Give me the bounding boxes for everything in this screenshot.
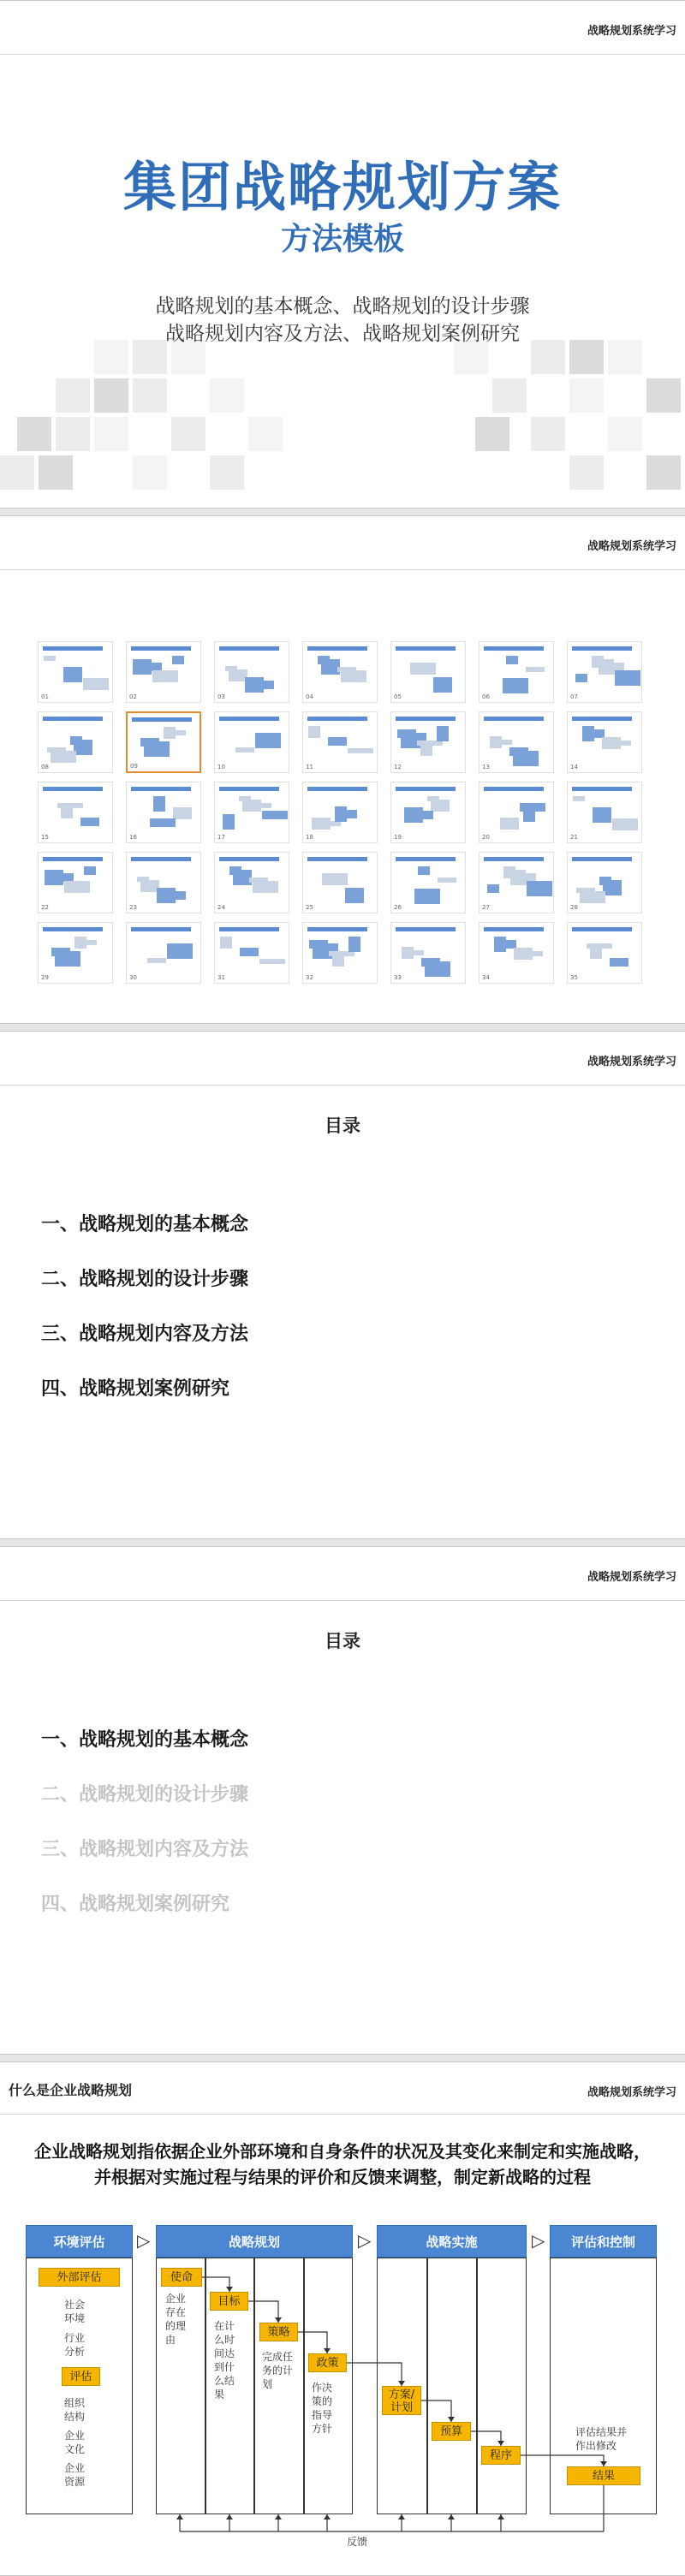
toc-heading: 目录 bbox=[325, 1115, 360, 1136]
thumb-block bbox=[410, 663, 436, 675]
toc-item[interactable]: 一、战略规划的基本概念 bbox=[41, 1214, 249, 1235]
thumb-title-bar bbox=[131, 646, 191, 651]
thumb-block bbox=[83, 678, 109, 690]
slide-thumbnail[interactable] bbox=[126, 922, 201, 984]
thumb-title-bar bbox=[484, 787, 544, 791]
deco-square bbox=[133, 455, 167, 490]
intro-line1: 企业战略规划指依据企业外部环境和自身条件的状况及其变化来制定和实施战略， bbox=[34, 2141, 651, 2162]
slide-header bbox=[0, 516, 685, 570]
slide-thumbnail[interactable] bbox=[126, 641, 201, 703]
thumb-title-bar bbox=[131, 787, 191, 791]
slide-thumbnail[interactable] bbox=[390, 641, 466, 703]
slide-thumbnail[interactable] bbox=[214, 852, 289, 913]
env-item: 社会 环境 bbox=[64, 2299, 86, 2324]
slide-thumbnail[interactable] bbox=[302, 852, 378, 913]
slide-thumbnail[interactable] bbox=[38, 852, 113, 913]
flow-connectors bbox=[0, 2062, 685, 2576]
budget-box: 预算 bbox=[432, 2422, 471, 2441]
thumb-number: 20 bbox=[482, 834, 490, 841]
thumb-block bbox=[490, 736, 502, 748]
thumb-number: 21 bbox=[570, 834, 578, 841]
thumb-title-bar bbox=[43, 717, 103, 721]
thumb-block bbox=[152, 670, 178, 682]
thumb-number: 14 bbox=[570, 764, 578, 770]
thumb-block bbox=[259, 959, 285, 964]
deco-square bbox=[94, 417, 128, 451]
deco-square bbox=[646, 455, 681, 490]
thumb-block bbox=[61, 806, 73, 818]
slide-thumbnail[interactable] bbox=[567, 922, 642, 984]
thumb-block bbox=[164, 727, 176, 739]
deco-square bbox=[39, 455, 73, 490]
thumb-number: 24 bbox=[217, 904, 225, 911]
goal-box: 目标 bbox=[210, 2292, 248, 2311]
thumb-title-bar bbox=[484, 927, 544, 931]
deco-square bbox=[475, 417, 509, 451]
thumb-number: 18 bbox=[306, 834, 313, 841]
feedback-label: 反馈 bbox=[347, 2536, 368, 2548]
thumb-number: 30 bbox=[129, 974, 137, 981]
cover-subtitle: 方法模板 bbox=[280, 222, 404, 257]
thumb-number: 02 bbox=[129, 693, 137, 700]
thumb-block bbox=[404, 807, 423, 823]
thumb-title-bar bbox=[219, 787, 279, 791]
thumb-block bbox=[150, 818, 176, 827]
thumb-title-bar bbox=[43, 787, 103, 791]
thumb-block bbox=[84, 866, 96, 875]
slide-thumbnail[interactable] bbox=[567, 852, 642, 913]
deco-square bbox=[492, 378, 527, 413]
thumb-title-bar bbox=[219, 646, 279, 651]
thumb-block bbox=[51, 948, 70, 956]
brand-label: 战略规划系统学习 bbox=[587, 1056, 676, 1068]
thumb-block bbox=[402, 947, 414, 959]
slide-thumbnail[interactable] bbox=[390, 922, 466, 984]
eval-box: 评估 bbox=[62, 2367, 100, 2386]
thumb-title-bar bbox=[396, 787, 456, 791]
thumb-block bbox=[44, 656, 56, 661]
thumb-title-bar bbox=[43, 646, 103, 651]
slide-thumbnail[interactable] bbox=[479, 922, 554, 984]
thumb-title-bar bbox=[307, 927, 367, 931]
thumb-block bbox=[245, 677, 264, 693]
thumb-block bbox=[45, 870, 63, 885]
thumb-title-bar bbox=[396, 857, 456, 861]
thumb-block bbox=[575, 674, 587, 682]
thumb-title-bar bbox=[307, 717, 367, 721]
goal-desc: 在计 么时 间达 到什 么结 果 bbox=[214, 2320, 235, 2400]
deco-square bbox=[646, 378, 681, 413]
deco-square bbox=[171, 417, 206, 451]
thumb-block bbox=[70, 736, 82, 745]
thumb-number: 23 bbox=[129, 904, 137, 911]
slide-thumbnail[interactable] bbox=[479, 641, 554, 703]
thumb-block bbox=[157, 888, 176, 903]
toc-item-dim[interactable]: 四、战略规划案例研究 bbox=[41, 1894, 230, 1915]
deco-square bbox=[531, 417, 565, 451]
column-header-control: 评估和控制 bbox=[550, 2225, 657, 2258]
column-header-env: 环境评估 bbox=[26, 2225, 133, 2258]
thumb-block bbox=[509, 747, 528, 756]
thumb-title-bar bbox=[307, 646, 367, 651]
slide-thumbnail[interactable] bbox=[567, 641, 642, 703]
arrow-right-icon: ▷ bbox=[532, 2230, 545, 2251]
arrow-right-icon: ▷ bbox=[137, 2230, 151, 2251]
thumb-title-bar bbox=[43, 857, 103, 861]
thumb-block bbox=[337, 667, 356, 672]
thumb-block bbox=[51, 751, 76, 763]
thumb-number: 17 bbox=[217, 834, 225, 841]
thumb-number: 10 bbox=[217, 764, 225, 770]
toc-item-active[interactable]: 一、战略规划的基本概念 bbox=[41, 1729, 249, 1751]
thumb-title-bar bbox=[132, 717, 192, 722]
strategy-box: 策略 bbox=[259, 2323, 298, 2341]
thumb-block bbox=[576, 888, 595, 893]
toc-item[interactable]: 二、战略规划的设计步骤 bbox=[41, 1269, 249, 1290]
slide-thumbnail[interactable] bbox=[479, 782, 554, 843]
thumb-title-bar bbox=[484, 646, 544, 651]
thumb-block bbox=[133, 659, 152, 675]
slide-header bbox=[0, 1032, 685, 1086]
thumb-block bbox=[438, 878, 456, 883]
thumb-number: 33 bbox=[394, 974, 402, 981]
cover-desc-line1: 战略规划的基本概念、战略规划的设计步骤 bbox=[155, 295, 530, 318]
thumb-block bbox=[220, 937, 232, 949]
thumb-title-bar bbox=[572, 787, 632, 791]
thumb-block bbox=[414, 889, 440, 904]
toc-heading: 目录 bbox=[325, 1631, 360, 1651]
thumb-block bbox=[420, 744, 432, 756]
slide-thumbnail[interactable] bbox=[126, 782, 201, 843]
thumb-number: 07 bbox=[570, 693, 578, 700]
env-item: 企业 文化 bbox=[64, 2430, 86, 2455]
control-desc: 评估结果并 作出修改 bbox=[575, 2426, 628, 2452]
mission-box: 使命 bbox=[161, 2268, 202, 2287]
thumb-block bbox=[427, 796, 439, 801]
thumb-number: 04 bbox=[306, 693, 313, 700]
thumb-number: 13 bbox=[482, 764, 490, 770]
thumb-title-bar bbox=[219, 927, 279, 931]
deco-square bbox=[56, 417, 90, 451]
slide-thumbnail[interactable] bbox=[214, 922, 289, 984]
thumb-title-bar bbox=[572, 717, 632, 721]
thumb-block bbox=[431, 800, 450, 812]
brand-label: 战略规划系统学习 bbox=[587, 25, 676, 38]
env-item: 行业 分析 bbox=[64, 2332, 86, 2358]
thumb-block bbox=[235, 747, 254, 753]
deco-square bbox=[210, 378, 244, 413]
thumb-block bbox=[433, 677, 452, 693]
thumb-block bbox=[173, 807, 192, 819]
thumb-block bbox=[418, 866, 430, 875]
thumb-block bbox=[580, 891, 605, 903]
slide-thumbnail[interactable] bbox=[214, 641, 289, 703]
thumb-block bbox=[526, 667, 545, 672]
thumb-block bbox=[332, 955, 344, 967]
intro-line2: 并根据对实施过程与结果的评价和反馈来调整，制定新战略的过程 bbox=[94, 2167, 591, 2187]
slide-title: 什么是企业战略规划 bbox=[9, 2082, 133, 2098]
thumb-title-bar bbox=[572, 857, 632, 861]
slide-thumbnail[interactable] bbox=[302, 711, 378, 773]
slide-header bbox=[0, 1, 685, 55]
thumb-block bbox=[503, 866, 515, 878]
thumbnail-slide bbox=[0, 515, 685, 1024]
result-box: 结果 bbox=[567, 2466, 640, 2485]
thumb-block bbox=[253, 881, 278, 893]
thumb-block bbox=[308, 726, 320, 738]
thumb-title-bar bbox=[219, 717, 279, 721]
thumb-block bbox=[223, 814, 235, 830]
thumb-number: 34 bbox=[482, 974, 490, 981]
brand-label: 战略规划系统学习 bbox=[587, 2086, 676, 2099]
brand-label: 战略规划系统学习 bbox=[587, 1571, 676, 1584]
external-eval-box: 外部评估 bbox=[39, 2268, 120, 2287]
slide-thumbnail[interactable] bbox=[302, 641, 378, 703]
toc-item-dim[interactable]: 二、战略规划的设计步骤 bbox=[41, 1784, 249, 1806]
slide-thumbnail[interactable] bbox=[214, 782, 289, 843]
deco-square bbox=[0, 455, 34, 490]
thumb-block bbox=[341, 670, 366, 682]
env-item: 组织 结构 bbox=[64, 2397, 86, 2423]
thumb-number: 29 bbox=[41, 974, 49, 981]
thumb-block bbox=[153, 796, 165, 812]
thumb-block bbox=[527, 881, 552, 896]
thumb-block bbox=[172, 656, 184, 664]
thumb-block bbox=[322, 873, 348, 885]
thumb-block bbox=[494, 937, 506, 952]
deco-square bbox=[210, 455, 244, 490]
slide-thumbnail[interactable] bbox=[390, 782, 466, 843]
thumb-number: 12 bbox=[394, 764, 402, 770]
thumb-block bbox=[500, 818, 519, 830]
thumb-number: 01 bbox=[41, 693, 49, 700]
thumb-block bbox=[312, 818, 331, 830]
thumb-block bbox=[318, 656, 330, 664]
thumb-block bbox=[137, 877, 149, 882]
thumb-number: 09 bbox=[130, 763, 138, 770]
thumb-block bbox=[612, 818, 638, 830]
toc-slide-highlight bbox=[0, 1546, 685, 2055]
thumb-title-bar bbox=[484, 717, 544, 721]
thumb-title-bar bbox=[43, 927, 103, 931]
slide-thumbnail[interactable] bbox=[390, 711, 466, 773]
thumb-block bbox=[602, 737, 621, 749]
slide-thumbnail[interactable] bbox=[214, 711, 289, 773]
toc-item[interactable]: 四、战略规划案例研究 bbox=[41, 1378, 230, 1400]
thumb-title-bar bbox=[131, 857, 191, 861]
brand-label: 战略规划系统学习 bbox=[587, 540, 676, 553]
slide-thumbnail[interactable] bbox=[38, 782, 113, 843]
slide-thumbnail[interactable] bbox=[567, 711, 642, 773]
thumb-block bbox=[64, 881, 90, 893]
thumb-title-bar bbox=[572, 927, 632, 931]
thumb-block bbox=[506, 656, 518, 664]
thumb-block bbox=[593, 807, 611, 823]
deco-square bbox=[608, 417, 642, 451]
thumb-number: 06 bbox=[482, 693, 490, 700]
slide-thumbnail[interactable] bbox=[567, 782, 642, 843]
slide-thumbnail[interactable] bbox=[302, 782, 378, 843]
thumb-block bbox=[262, 811, 288, 819]
deco-square bbox=[17, 417, 51, 451]
policy-desc: 作决 策的 指导 方针 bbox=[312, 2382, 333, 2435]
slide-thumbnail[interactable] bbox=[38, 922, 113, 984]
arrow-right-icon: ▷ bbox=[358, 2230, 372, 2251]
thumb-block bbox=[348, 748, 373, 753]
thumb-block bbox=[587, 943, 612, 949]
thumb-number: 22 bbox=[41, 904, 49, 911]
thumb-number: 11 bbox=[306, 764, 313, 770]
thumb-number: 16 bbox=[129, 834, 137, 841]
thumb-title-bar bbox=[131, 927, 191, 931]
thumb-title-bar bbox=[572, 646, 632, 651]
thumb-block bbox=[328, 737, 347, 746]
thumb-number: 08 bbox=[41, 764, 49, 770]
slide-thumbnail[interactable] bbox=[390, 852, 466, 913]
slide-header bbox=[0, 1547, 685, 1601]
thumb-block bbox=[397, 729, 416, 738]
thumb-block bbox=[255, 733, 281, 748]
deco-square bbox=[569, 455, 604, 490]
thumb-block bbox=[437, 726, 449, 741]
thumb-number: 03 bbox=[217, 693, 225, 700]
strategy-desc: 完成任 务的计 划 bbox=[262, 2351, 294, 2390]
toc-slide bbox=[0, 1031, 685, 1539]
thumb-block bbox=[487, 884, 499, 893]
thumb-number: 15 bbox=[41, 834, 49, 841]
cover-title: 集团战略规划方案 bbox=[122, 156, 562, 218]
thumb-block bbox=[147, 958, 166, 963]
mission-desc: 企业 存在 的理 由 bbox=[165, 2293, 187, 2346]
thumb-block bbox=[229, 866, 241, 875]
thumb-block bbox=[240, 948, 259, 956]
slide-thumbnail[interactable] bbox=[38, 641, 113, 703]
thumb-block bbox=[167, 943, 193, 959]
thumb-block bbox=[514, 948, 533, 960]
thumb-block bbox=[599, 877, 611, 885]
column-header-impl: 战略实施 bbox=[377, 2225, 527, 2258]
deco-square bbox=[133, 378, 167, 413]
concept-slide bbox=[0, 2061, 685, 2576]
thumb-number: 25 bbox=[306, 904, 313, 911]
deco-square bbox=[94, 378, 128, 413]
toc-item[interactable]: 三、战略规划内容及方法 bbox=[41, 1324, 249, 1345]
cover-slide bbox=[0, 0, 685, 509]
thumb-number: 27 bbox=[482, 904, 490, 911]
thumb-number: 31 bbox=[217, 974, 225, 981]
env-item: 企业 资源 bbox=[64, 2462, 86, 2488]
thumb-block bbox=[573, 796, 585, 801]
thumb-title-bar bbox=[396, 717, 456, 721]
thumb-block bbox=[348, 937, 360, 952]
thumb-block bbox=[582, 726, 594, 741]
cover-desc-line2: 战略规划内容及方法、战略规划案例研究 bbox=[165, 323, 520, 345]
thumb-title-bar bbox=[307, 787, 367, 791]
thumb-block bbox=[225, 666, 237, 671]
toc-item-dim[interactable]: 三、战略规划内容及方法 bbox=[41, 1839, 249, 1860]
thumb-block bbox=[140, 738, 159, 747]
thumb-number: 28 bbox=[570, 904, 578, 911]
thumb-block bbox=[610, 958, 628, 967]
thumb-block bbox=[47, 747, 66, 753]
plan-box: 方案/ 计划 bbox=[382, 2386, 421, 2415]
thumb-title-bar bbox=[219, 857, 279, 861]
thumb-block bbox=[615, 670, 640, 686]
slide-thumbnail[interactable] bbox=[38, 711, 113, 773]
thumb-number: 26 bbox=[394, 904, 402, 911]
procedure-box: 程序 bbox=[481, 2446, 521, 2465]
thumb-block bbox=[80, 818, 99, 826]
thumb-block bbox=[242, 800, 261, 812]
thumb-number: 35 bbox=[570, 974, 578, 981]
slide-thumbnail[interactable] bbox=[479, 711, 554, 773]
thumb-block bbox=[309, 940, 328, 949]
thumb-number: 05 bbox=[394, 693, 402, 700]
thumb-title-bar bbox=[484, 857, 544, 861]
thumb-block bbox=[421, 958, 440, 967]
thumb-block bbox=[592, 656, 604, 668]
policy-box: 政策 bbox=[308, 2353, 347, 2372]
slide-thumbnail[interactable] bbox=[126, 852, 201, 913]
thumb-title-bar bbox=[396, 646, 456, 651]
deco-square bbox=[56, 378, 90, 413]
thumb-block bbox=[249, 878, 268, 883]
thumb-block bbox=[345, 888, 364, 903]
thumb-block bbox=[590, 947, 602, 959]
thumb-block bbox=[57, 803, 83, 808]
thumb-title-bar bbox=[396, 927, 456, 931]
thumb-block bbox=[520, 803, 545, 812]
deco-square bbox=[248, 417, 283, 451]
thumb-block bbox=[503, 678, 528, 693]
thumb-block bbox=[239, 796, 251, 801]
slide-thumbnail[interactable] bbox=[302, 922, 378, 984]
column-header-plan: 战略规划 bbox=[156, 2225, 353, 2258]
slide-thumbnail[interactable] bbox=[479, 852, 554, 913]
thumb-block bbox=[335, 806, 347, 822]
thumb-block bbox=[74, 937, 86, 949]
thumb-number: 19 bbox=[394, 834, 402, 841]
slide-thumbnail[interactable] bbox=[126, 711, 201, 773]
thumb-title-bar bbox=[307, 857, 367, 861]
deco-square bbox=[569, 378, 604, 413]
thumb-block bbox=[63, 667, 82, 682]
thumb-number: 32 bbox=[306, 974, 313, 981]
